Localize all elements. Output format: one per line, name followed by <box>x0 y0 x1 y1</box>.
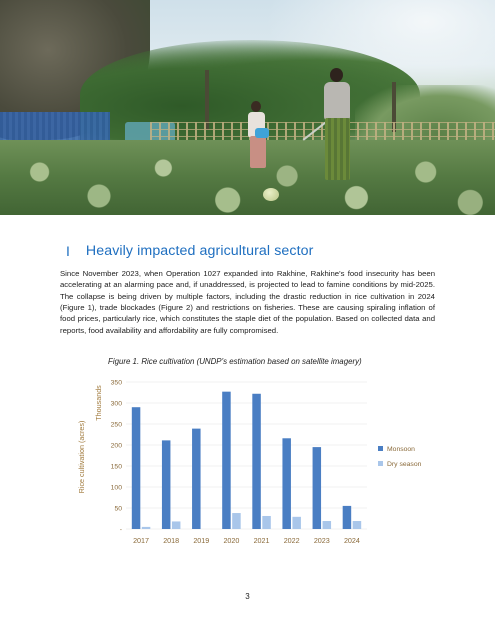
legend <box>378 446 422 468</box>
y-tick-label: 250 <box>110 421 122 429</box>
section-title: Heavily impacted agricultural sector <box>85 243 314 259</box>
x-tick-label: 2024 <box>343 536 360 545</box>
legend-swatch <box>378 446 383 451</box>
bar-dry-season-2023 <box>323 521 332 529</box>
farmer-body <box>324 82 350 120</box>
bar-monsoon-2020 <box>222 392 231 529</box>
y-tick-label: 100 <box>110 484 122 492</box>
x-tick-label: 2023 <box>313 536 330 545</box>
bar-dry-season-2024 <box>353 521 362 529</box>
x-tick-label: 2018 <box>163 536 180 545</box>
bar-dry-season-2020 <box>232 513 241 529</box>
watering-can <box>255 128 269 138</box>
x-tick-label: 2017 <box>133 536 150 545</box>
legend-swatch <box>378 461 383 466</box>
bar-dry-season-2021 <box>262 516 271 529</box>
y-tick-label: 200 <box>110 442 122 450</box>
bar-monsoon-2022 <box>282 438 291 529</box>
bar-dry-season-2018 <box>172 521 181 529</box>
bar-monsoon-2018 <box>162 440 171 529</box>
farmer-skirt <box>325 118 350 180</box>
bars <box>132 392 361 529</box>
y-tick-label: 50 <box>114 505 122 513</box>
legend-label: Monsoon <box>387 446 415 453</box>
x-tick-labels <box>133 536 360 545</box>
bar-monsoon-2017 <box>132 407 141 529</box>
farmer-skirt <box>250 136 266 168</box>
x-tick-label: 2020 <box>223 536 240 545</box>
y-axis-label: Rice cultivation (acres) <box>77 420 86 494</box>
y-axis-unit: Thousands <box>94 385 103 421</box>
bar-monsoon-2023 <box>313 447 322 529</box>
vegetable-field <box>0 140 495 215</box>
legend-label: Dry season <box>387 461 422 468</box>
body-paragraph: Since November 2023, when Operation 1027 expanded into Rakhine, Rakhine's food insecurity has been accelerating at an alarming pace and, if unaddressed, is projected to lead to famine conditions by mid-2025. The collapse is being driven by multiple factors, including the drastic reduction in rice cultivation in 2024 (Figure 1), trade blockades (Figure 2) and restrictions on fisheries. These are causing spiraling inflation of food prices, particularly rice, which constitutes the staple diet of the population. Based on collected data and reports, food availability and affordability are fully compromised. <box>60 269 435 335</box>
bar-dry-season-2017 <box>142 527 151 529</box>
y-tick-label: - <box>119 526 122 534</box>
bar-monsoon-2021 <box>252 394 261 529</box>
farmer-head <box>330 68 343 82</box>
y-tick-label: 350 <box>110 379 122 387</box>
hero-photo <box>0 0 495 215</box>
page-number: 3 <box>245 592 250 601</box>
y-tick-label: 300 <box>110 400 122 408</box>
palm-trunk <box>205 70 209 130</box>
section-marker: I <box>66 243 70 259</box>
bar-dry-season-2022 <box>292 517 301 529</box>
figure-caption: Figure 1. Rice cultivation (UNDP's estimation based on satellite imagery) <box>108 357 362 366</box>
section-heading <box>66 243 313 259</box>
melon <box>263 188 279 201</box>
x-tick-label: 2021 <box>253 536 270 545</box>
rice-cultivation-chart <box>70 365 445 550</box>
bar-monsoon-2024 <box>343 506 352 529</box>
x-tick-label: 2019 <box>193 536 210 545</box>
x-tick-label: 2022 <box>283 536 300 545</box>
y-tick-label: 150 <box>110 463 122 471</box>
y-tick-labels <box>111 379 123 533</box>
farmer-head <box>251 101 261 112</box>
bar-monsoon-2019 <box>192 429 201 529</box>
